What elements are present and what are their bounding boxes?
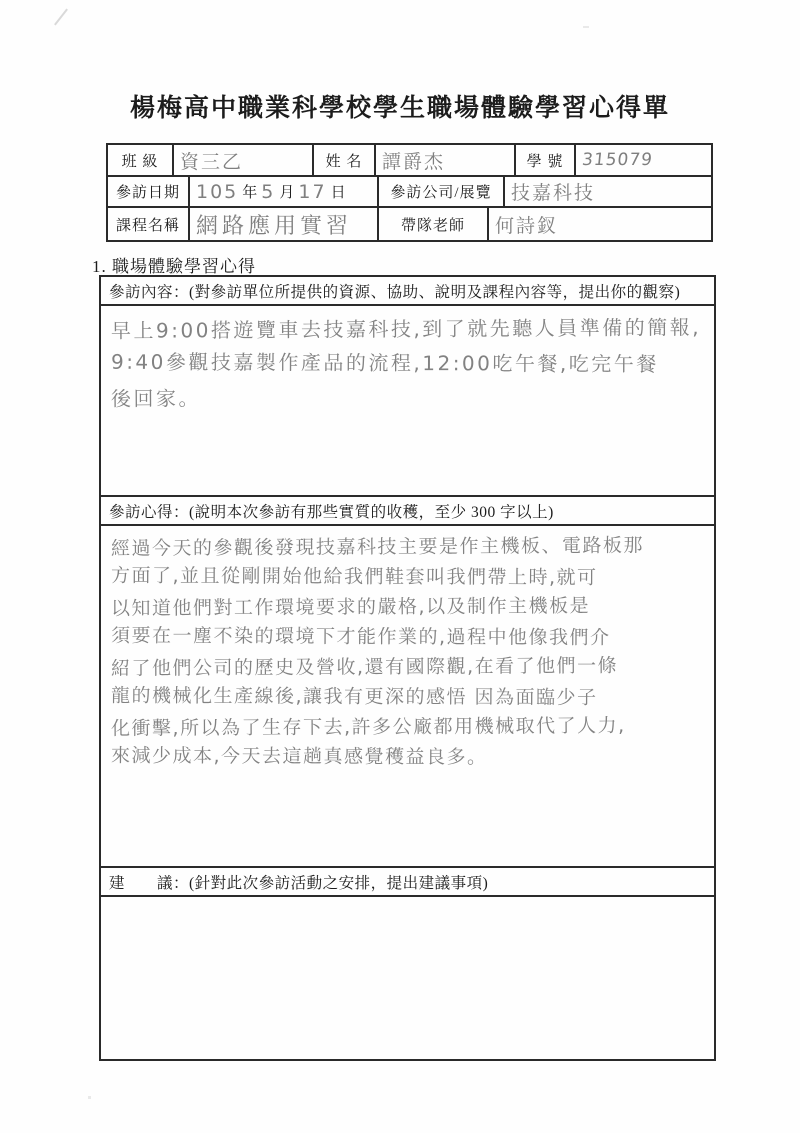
handwritten-teacher: 何詩釵: [495, 214, 559, 237]
day-unit: 日: [330, 185, 346, 201]
scan-artifact: [88, 1096, 91, 1099]
visit-reflection-header: 參訪心得：(說明本次參訪有那些實質的收穫，至少 300 字以上): [101, 495, 714, 526]
handwritten-student-id: 315079: [580, 150, 654, 170]
handwritten-month: 5: [261, 180, 276, 203]
handwritten-line: 早上9:00搭遊覽車去技嘉科技,到了就先聽人員準備的簡報,: [110, 315, 702, 343]
scan-artifact: [54, 9, 68, 26]
handwritten-line: 經過今天的參觀後發現技嘉科技主要是作主機板、電路板那: [110, 534, 645, 560]
year-unit: 年: [242, 185, 258, 201]
course-value: [188, 208, 377, 240]
reflection-box: [99, 275, 716, 1061]
name-label: 姓 名: [312, 145, 374, 175]
handwritten-course: 網路應用實習: [196, 213, 353, 239]
student-id-label: 學 號: [514, 145, 574, 175]
handwritten-line: 須要在一塵不染的環境下才能作業的,過程中他像我們介: [110, 624, 611, 649]
handwritten-line: 方面了,並且從剛開始他給我們鞋套叫我們帶上時,就可: [110, 564, 598, 589]
visit-content-header: 參訪內容：(對參訪單位所提供的資源、協助、說明及課程內容等，提出你的觀察): [101, 277, 714, 306]
handwritten-name: 譚爵杰: [382, 150, 446, 173]
handwritten-line: 後回家。: [110, 386, 202, 411]
handwritten-line: 來減少成本,今天去這趟真感覺穫益良多。: [110, 744, 488, 769]
visit-date-value: [188, 177, 377, 206]
handwritten-class: 資三乙: [180, 150, 244, 173]
visit-reflection-area: [101, 526, 714, 866]
visit-content-area: [101, 306, 714, 495]
handwritten-line: 9:40參觀技嘉製作產品的流程,12:00吃午餐,吃完午餐: [110, 349, 659, 377]
student-info-table: [106, 143, 713, 242]
table-row: [108, 206, 711, 240]
teacher-label: 帶隊老師: [377, 208, 487, 240]
name-value: [374, 145, 514, 175]
handwritten-line: 化衝擊,所以為了生存下去,許多公廠都用機械取代了人力,: [110, 714, 626, 740]
handwritten-year: 105: [196, 180, 239, 203]
scan-artifact: [583, 26, 589, 28]
student-id-value: [574, 145, 711, 175]
form-title: 楊梅高中職業科學校學生職場體驗學習心得單: [129, 95, 670, 122]
handwritten-line: 紹了他們公司的歷史及營收,還有國際觀,在看了他們一條: [110, 654, 619, 680]
visit-date-label: 參訪日期: [115, 185, 180, 201]
company-value: [503, 177, 711, 206]
class-value: [172, 145, 312, 175]
suggestion-area: [101, 897, 714, 1059]
handwritten-day: 17: [298, 180, 327, 203]
class-label: 班 級: [121, 153, 159, 170]
section-heading: 1. 職場體驗學習心得: [92, 257, 256, 276]
month-unit: 月: [279, 185, 295, 201]
teacher-value: [487, 208, 711, 240]
handwritten-company: 技嘉科技: [511, 182, 596, 204]
course-label: 課程名稱: [115, 217, 180, 234]
table-row: [108, 145, 711, 175]
handwritten-line: 龍的機械化生產線後,讓我有更深的感悟 因為面臨少子: [110, 684, 598, 709]
suggestion-header: 建 議：(針對此次參訪活動之安排，提出建議事項): [101, 866, 714, 897]
table-row: [108, 175, 711, 206]
handwritten-line: 以知道他們對工作環境要求的嚴格,以及制作主機板是: [110, 594, 591, 620]
company-label: 參訪公司/展覽: [377, 177, 503, 206]
